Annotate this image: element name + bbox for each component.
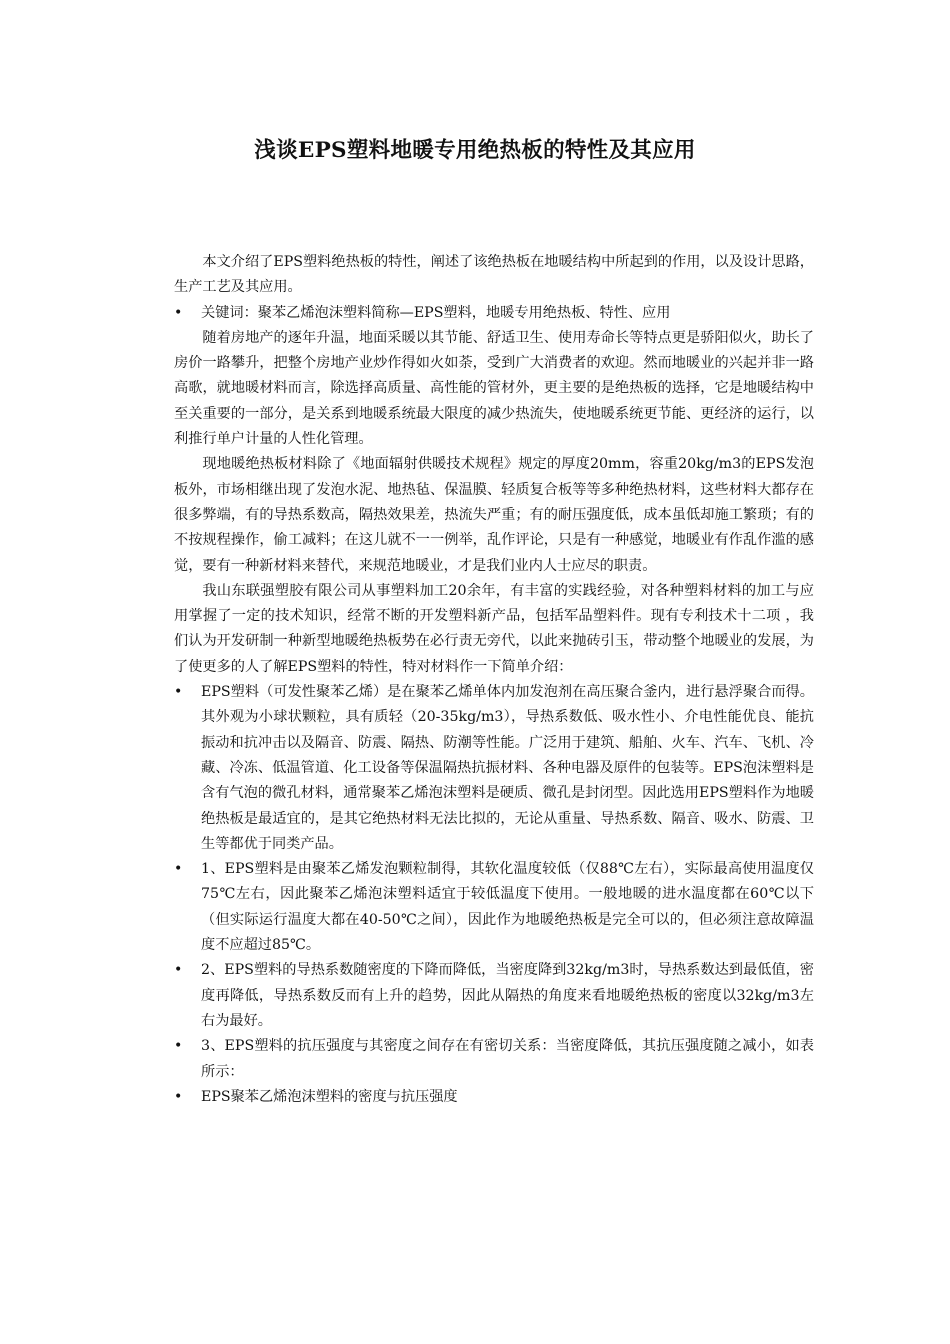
bullet-icon: •: [174, 1038, 183, 1055]
bullet-item-softening-temperature: [174, 857, 814, 958]
bullet-text: EPS塑料（可发性聚苯乙烯）是在聚苯乙烯单体内加发泡剂在高压聚合釜内，进行悬浮聚合而得。其外观为小球状颗粒，具有质轻（20-35kg/m3），导热系数低、吸水性小、介电性能优良、能抗振动和抗冲击以及隔音、防震、隔热、防潮等性能。广泛用于建筑、船舶、火车、汽车、飞机、冷藏、冷冻、低温管道、化工设备等保温隔热抗振材料、各种电器及原件的包装等。EPS泡沫塑料是含有气泡的微孔材料，通常聚苯乙烯泡沫塑料是硬质、微孔是封闭型。因此选用EPS塑料作为地暖绝热板是最适宜的，是其它绝热材料无法比拟的，无论从重量、导热系数、隔音、吸水、防震、卫生等都优于同类产品。: [201, 684, 814, 852]
document-title: 浅谈EPS塑料地暖专用绝热板的特性及其应用: [254, 138, 696, 163]
keywords-text: 关键词：聚苯乙烯泡沫塑料简称—EPS塑料，地暖专用绝热板、特性、应用: [201, 304, 671, 321]
intro-paragraph: 本文介绍了EPS塑料绝热板的特性，阐述了该绝热板在地暖结构中所起到的作用，以及设计思路，生产工艺及其应用。: [174, 254, 814, 296]
bullet-icon: •: [174, 684, 183, 701]
bullet-icon: •: [174, 304, 183, 321]
bullet-item-eps-intro: [174, 680, 814, 857]
bullet-icon: •: [174, 1088, 183, 1105]
keywords-item: [174, 301, 814, 326]
bullet-item-thermal-conductivity: [174, 958, 814, 1034]
document-body: [174, 250, 814, 1110]
bullet-text: EPS聚苯乙烯泡沫塑料的密度与抗压强度: [201, 1088, 458, 1105]
paragraph-3: 我山东联强塑胶有限公司从事塑料加工20余年，有丰富的实践经验，对各种塑料材料的加工与应用掌握了一定的技术知识，经常不断的开发塑料新产品，包括军品塑料件。现有专利技术十二项 ，我们认为开发研制一种新型地暖绝热板势在必行责无旁代，以此来抛砖引玉，带动整个地暖业的发展，为了使更多的人了解EPS塑料的特性，特对材料作一下简单介绍：: [174, 582, 814, 675]
bullet-text: 2、EPS塑料的导热系数随密度的下降而降低，当密度降到32kg/m3时，导热系数达到最低值，密度再降低，导热系数反而有上升的趋势，因此从隔热的角度来看地暖绝热板的密度以32kg/m3左右为最好。: [201, 962, 814, 1029]
bullet-text: 1、EPS塑料是由聚苯乙烯发泡颗粒制得，其软化温度较低（仅88℃左右），实际最高使用温度仅75℃左右，因此聚苯乙烯泡沫塑料适宜于较低温度下使用。一般地暖的进水温度都在60℃以下（但实际运行温度大都在40-50℃之间），因此作为地暖绝热板是完全可以的，但必须注意故障温度不应超过85℃。: [201, 861, 814, 954]
bullet-icon: •: [174, 861, 183, 878]
paragraph-1: 随着房地产的逐年升温，地面采暖以其节能、舒适卫生、使用寿命长等特点更是骄阳似火，助长了房价一路攀升，把整个房地产业炒作得如火如荼，受到广大消费者的欢迎。然而地暖业的兴起并非一路高歌，就地暖材料而言，除选择高质量、高性能的管材外，更主要的是绝热板的选择，它是地暖结构中至关重要的一部分，是关系到地暖系统最大限度的减少热流失，使地暖系统更节能、更经济的运行，以利推行单户计量的人性化管理。: [174, 329, 814, 448]
bullet-icon: •: [174, 962, 183, 979]
bullet-item-compressive-strength: [174, 1034, 814, 1085]
bullet-text: 3、EPS塑料的抗压强度与其密度之间存在有密切关系：当密度降低，其抗压强度随之减小，如表所示：: [201, 1038, 814, 1080]
bullet-item-table-caption: [174, 1085, 814, 1110]
paragraph-2: 现地暖绝热板材料除了《地面辐射供暖技术规程》规定的厚度20mm，容重20kg/m3的EPS发泡板外，市场相继出现了发泡水泥、地热毡、保温膜、轻质复合板等等多种绝热材料，这些材料大都存在很多弊端，有的导热系数高，隔热效果差，热流失严重；有的耐压强度低，成本虽低却施工繁琐；有的不按规程操作，偷工减料；在这儿就不一一例举，乱作评论，只是有一种感觉，地暖业有作乱作滥的感觉，要有一种新材料来替代，来规范地暖业，才是我们业内人士应尽的职责。: [174, 456, 814, 574]
